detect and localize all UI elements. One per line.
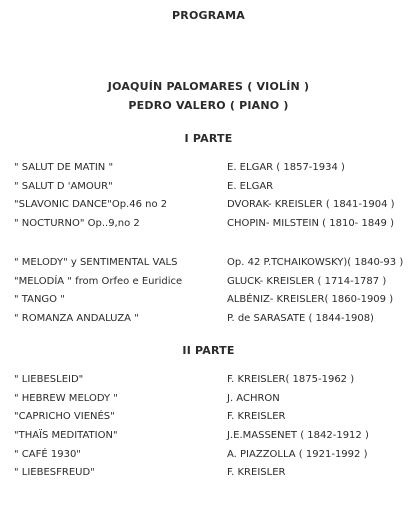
piece-title: " TANGO " [14, 294, 65, 306]
composer: DVORAK- KREISLER ( 1841-1904 ) [227, 199, 395, 211]
program-item [0, 196, 417, 215]
performer-piano: PEDRO VALERO ( PIANO ) [128, 99, 289, 112]
program-item [0, 254, 417, 273]
composer: J. ACHRON [227, 392, 280, 404]
composer: F. KREISLER [227, 467, 286, 479]
program-item [0, 273, 417, 292]
composer: Op. 42 P.TCHAIKOWSKY)( 1840-93 ) [227, 257, 404, 268]
composer: J.E.MASSENET ( 1842-1912 ) [227, 430, 369, 442]
piece-title: " CAFÉ 1930" [14, 448, 81, 460]
part-1-heading: I PARTE [184, 132, 233, 145]
program-item [0, 310, 417, 329]
part-1-group-b [0, 254, 417, 329]
program-item [0, 390, 417, 409]
page-title: PROGRAMA [172, 9, 245, 22]
program-item [0, 215, 417, 234]
piece-title: "MELODÍA " from Orfeo e Euridice [14, 275, 183, 287]
composer: CHOPIN- MILSTEIN ( 1810- 1849 ) [227, 218, 394, 230]
piece-title: "CAPRICHO VIENÉS" [14, 411, 115, 423]
part-2-list [0, 371, 417, 483]
piece-title: " LIEBESFREUD" [14, 467, 95, 479]
program-item [0, 159, 417, 178]
composer: A. PIAZZOLLA ( 1921-1992 ) [227, 448, 368, 460]
piece-title: " NOCTURNO" Op..9,no 2 [14, 218, 140, 230]
program-item [0, 446, 417, 465]
piece-title: " ROMANZA ANDALUZA " [14, 313, 139, 325]
part-2-heading: II PARTE [182, 344, 235, 357]
part-1-group-a [0, 159, 417, 234]
performer-violin: JOAQUÍN PALOMARES ( VIOLÍN ) [107, 80, 310, 93]
composer: P. de SARASATE ( 1844-1908) [227, 313, 374, 325]
program-item [0, 178, 417, 197]
composer: E. ELGAR [227, 180, 274, 192]
piece-title: " SALUT DE MATIN " [14, 162, 114, 173]
composer: F. KREISLER [227, 411, 286, 423]
composer: GLUCK- KREISLER ( 1714-1787 ) [227, 275, 387, 287]
program-item [0, 464, 417, 483]
composer: E. ELGAR ( 1857-1934 ) [227, 162, 345, 173]
composer: F. KREISLER( 1875-1962 ) [227, 374, 355, 385]
program-item [0, 408, 417, 427]
piece-title: " HEBREW MELODY " [14, 392, 118, 404]
composer: ALBÉNIZ- KREISLER( 1860-1909 ) [227, 294, 394, 306]
piece-title: "SLAVONIC DANCE"Op.46 no 2 [14, 199, 168, 211]
piece-title: " LIEBESLEID" [14, 374, 84, 385]
piece-title: " SALUT D 'AMOUR" [14, 180, 113, 192]
program-item [0, 427, 417, 446]
program-item [0, 371, 417, 390]
piece-title: "THAÏS MEDITATION" [14, 430, 118, 442]
program-item [0, 291, 417, 310]
piece-title: " MELODY" y SENTIMENTAL VALS [14, 257, 178, 268]
